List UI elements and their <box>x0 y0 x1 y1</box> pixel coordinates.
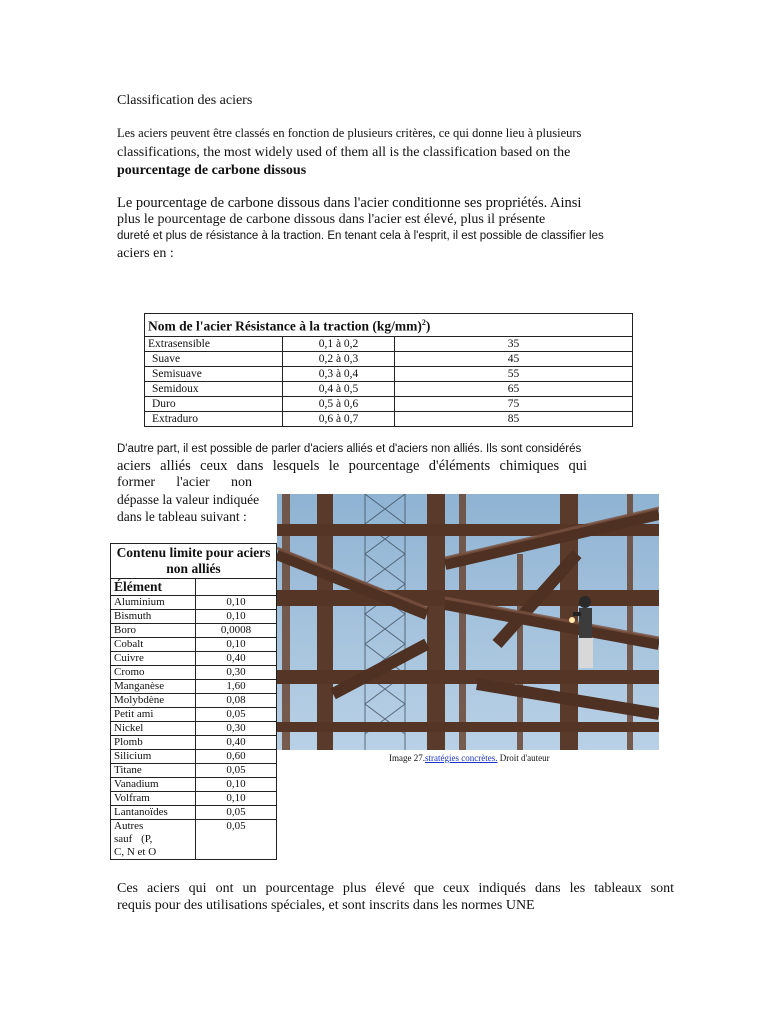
paragraph-3-line-5: dans le tableau suivant : <box>117 509 247 524</box>
paragraph-4-line-1: Ces aciers qui ont un pourcentage plus élevé que ceux indiqués dans les tableaux sont <box>117 881 674 896</box>
element-limit: 0,60 <box>196 750 277 764</box>
element-name: Molybdène <box>111 694 196 708</box>
element-limit: 0,30 <box>196 666 277 680</box>
steel-name: Extraduro <box>145 411 283 426</box>
table-row <box>111 666 277 680</box>
element-limit: 0,30 <box>196 722 277 736</box>
paragraph-3-line-1: D'autre part, il est possible de parler d'aciers alliés et d'aciers non alliés. Ils sont considérés <box>117 443 582 455</box>
tensile-strength: 75 <box>395 396 633 411</box>
element-column-header: Élément <box>111 579 196 596</box>
element-limit: 1,60 <box>196 680 277 694</box>
table-row <box>111 638 277 652</box>
paragraph-4-line-2: requis pour des utilisations spéciales, et sont inscrits dans les normes UNE <box>117 898 535 913</box>
element-name: Boro <box>111 624 196 638</box>
table-row <box>145 336 633 351</box>
element-name: Volfram <box>111 792 196 806</box>
paragraph-1-line-3: pourcentage de carbone dissous <box>117 163 307 178</box>
element-name: Silicium <box>111 750 196 764</box>
carbon-range: 0,2 à 0,3 <box>283 351 395 366</box>
carbon-range: 0,3 à 0,4 <box>283 366 395 381</box>
steel-name: Suave <box>145 351 283 366</box>
steel-name: Semisuave <box>145 366 283 381</box>
element-limit-table <box>110 543 277 860</box>
value-column-header <box>196 579 277 596</box>
tensile-strength: 65 <box>395 381 633 396</box>
paragraph-3-line-4: dépasse la valeur indiquée <box>117 492 260 507</box>
steel-name: Semidoux <box>145 381 283 396</box>
table-row <box>111 806 277 820</box>
paragraph-2-line-3: dureté et plus de résistance à la traction. En tenant cela à l'esprit, il est possible de classifier les <box>117 230 604 242</box>
table-row <box>111 736 277 750</box>
table-row <box>111 708 277 722</box>
carbon-range: 0,1 à 0,2 <box>283 336 395 351</box>
element-limit: 0,10 <box>196 638 277 652</box>
table-row <box>111 792 277 806</box>
element-limit: 0,08 <box>196 694 277 708</box>
element-name: Titane <box>111 764 196 778</box>
table-row <box>111 680 277 694</box>
paragraph-2-line-1: Le pourcentage de carbone dissous dans l'acier conditionne ses propriétés. Ainsi <box>117 195 582 211</box>
element-name: Lantanoïdes <box>111 806 196 820</box>
carbon-range: 0,4 à 0,5 <box>283 381 395 396</box>
element-name: Cromo <box>111 666 196 680</box>
element-name: Cobalt <box>111 638 196 652</box>
table-row <box>111 610 277 624</box>
element-limit: 0,10 <box>196 778 277 792</box>
carbon-range: 0,5 à 0,6 <box>283 396 395 411</box>
paragraph-1-line-1: Les aciers peuvent être classés en fonction de plusieurs critères, ce qui donne lieu à plusieurs <box>117 126 582 140</box>
table-row <box>111 624 277 638</box>
element-name: Bismuth <box>111 610 196 624</box>
table-row <box>145 411 633 426</box>
element-limit: 0,10 <box>196 792 277 806</box>
table-row <box>145 366 633 381</box>
element-limit: 0,05 <box>196 764 277 778</box>
tensile-strength: 85 <box>395 411 633 426</box>
steel-grade-table <box>144 313 633 427</box>
table-row <box>111 820 277 860</box>
table-row <box>111 722 277 736</box>
paragraph-2-line-4: aciers en : <box>117 246 174 261</box>
steel-name: Duro <box>145 396 283 411</box>
page-title: Classification des aciers <box>117 93 253 108</box>
carbon-range: 0,6 à 0,7 <box>283 411 395 426</box>
element-name: Vanadium <box>111 778 196 792</box>
element-limit: 0,10 <box>196 610 277 624</box>
table-row <box>111 694 277 708</box>
element-limit: 0,10 <box>196 596 277 610</box>
element-name: Cuivre <box>111 652 196 666</box>
element-limit: 0,40 <box>196 736 277 750</box>
steel-grade-table-header: Nom de l'acier Résistance à la traction $(kg/mm)^2$) <box>145 314 633 337</box>
element-limit-table-header: Contenu limite pour aciers non alliés <box>111 544 277 579</box>
element-limit: 0,0008 <box>196 624 277 638</box>
table-row <box>145 396 633 411</box>
table-row <box>111 596 277 610</box>
element-limit: 0,05 <box>196 820 277 860</box>
element-name: Nickel <box>111 722 196 736</box>
table-row <box>111 750 277 764</box>
element-name: Plomb <box>111 736 196 750</box>
element-name: Aluminium <box>111 596 196 610</box>
paragraph-4 <box>117 880 674 914</box>
table-row <box>145 381 633 396</box>
caption-suffix: Droit d'auteur <box>497 753 550 763</box>
tensile-strength: 55 <box>395 366 633 381</box>
steel-frame-photo <box>277 494 659 750</box>
paragraph-1-line-2: classifications, the most widely used of them all is the classification based on the <box>117 145 571 160</box>
table-row <box>145 351 633 366</box>
element-name: Manganèse <box>111 680 196 694</box>
steel-name: Extrasensible <box>145 336 283 351</box>
table-row <box>111 764 277 778</box>
table-row <box>111 652 277 666</box>
element-name: Autres sauf (P, C, N et O <box>111 820 196 860</box>
element-name: Petit ami <box>111 708 196 722</box>
paragraph-3-line-3: former l'acier non <box>117 475 252 490</box>
tensile-strength: 35 <box>395 336 633 351</box>
photo-caption <box>389 753 550 763</box>
element-limit: 0,05 <box>196 806 277 820</box>
paragraph-3-line-2: aciers alliés ceux dans lesquels le pourcentage d'éléments chimiques qui <box>117 458 587 474</box>
element-limit: 0,40 <box>196 652 277 666</box>
caption-prefix: Image 27. <box>389 753 425 763</box>
paragraph-2-line-2: plus le pourcentage de carbone dissous dans l'acier est élevé, plus il présente <box>117 212 546 227</box>
element-limit: 0,05 <box>196 708 277 722</box>
tensile-strength: 45 <box>395 351 633 366</box>
table-row <box>111 778 277 792</box>
caption-link[interactable]: stratégies concrètes. <box>425 753 498 763</box>
